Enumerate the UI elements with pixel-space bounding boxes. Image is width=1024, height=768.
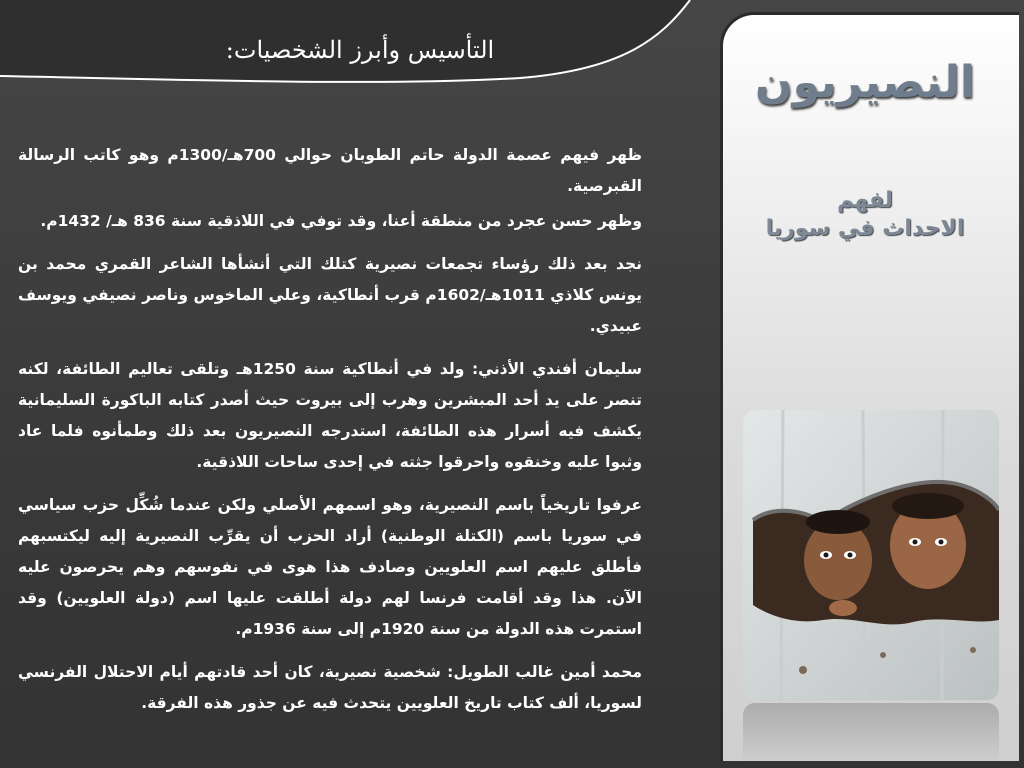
side-panel	[720, 12, 1019, 761]
children-photo-illustration	[743, 410, 999, 700]
children-photo	[743, 410, 999, 700]
paragraph-hatim: ظهر فيهم عصمة الدولة حاتم الطوبان حوالي 700هـ/1300م وهو كاتب الرسالة القبرصية.	[18, 146, 642, 195]
panel-subtitle-line1: لفهم	[837, 188, 893, 213]
paragraph-naming: عرفوا تاريخياً باسم النصيرية، وهو اسمهم الأصلي ولكن عندما شُكِّل حزب سياسي في سوريا باسم (الكتلة الوطنية) أراد الحزب أن يقرِّب النصيرية إليه ليكتسبهم فأطلق عليهم اسم العلويين وصادف هذا هوى في نفوسهم وهم يحرصون عليه الآن. هذا وقد أقامت فرنسا لهم دولة أطلقت عليها اسم (دولة العلويين) وقد استمرت هذه الدولة من سنة 1920م إلى سنة 1936م.	[18, 496, 642, 638]
paragraph-tawil: محمد أمين غالب الطويل: شخصية نصيرية، كان أحد قادتهم أيام الاحتلال الفرنسي لسوريا، ألف كتاب تاريخ العلويين يتحدث فيه عن جذور هذه الفرقة.	[18, 663, 642, 712]
panel-subtitle	[723, 187, 1007, 243]
paragraph-hasan: وظهر حسن عجرد من منطقة أعنا، وقد توفي في اللاذقية سنة 836 هـ/ 1432م.	[40, 212, 642, 230]
panel-title: النصيريون	[755, 57, 975, 108]
photo-reflection	[743, 703, 999, 761]
paragraph-leaders: نجد بعد ذلك رؤساء تجمعات نصيرية كتلك التي أنشأها الشاعر القمري محمد بن يونس كلاذي 1011هـ/1602م قرب أنطاكية، وعلي الماخوس وناصر نصيفي ويوسف عبيدي.	[18, 255, 642, 335]
panel-subtitle-line2: الاحداث في سوريا	[765, 216, 965, 241]
paragraph-sulayman: سليمان أفندي الأذني: ولد في أنطاكية سنة 1250هـ وتلقى تعاليم الطائفة، لكنه تنصر على يد أحد المبشرين وهرب إلى بيروت حيث أصدر كتابه الباكورة السليمانية يكشف فيه أسرار هذه الطائفة، استدرجه النصيريون بعد ذلك وطمأنوه فلما عاد وثبوا عليه وخنقوه واحرقوا جثته في إحدى ساحات اللاذقية.	[18, 360, 642, 471]
section-title: التأسيس وأبرز الشخصيات:	[225, 36, 495, 64]
body-text	[18, 140, 642, 731]
